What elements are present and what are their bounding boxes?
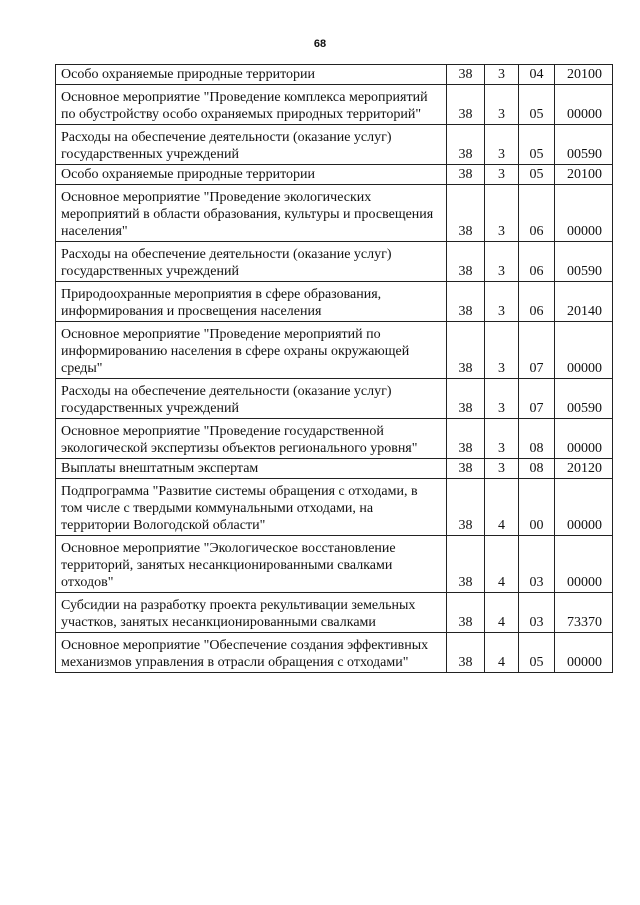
row-name: Основное мероприятие "Проведение государственной экологической экспертизы объектов регионального уровня" (56, 419, 447, 459)
row-name: Расходы на обеспечение деятельности (оказание услуг) государственных учреждений (56, 379, 447, 419)
table-row (56, 85, 613, 125)
program-code: 3 (485, 322, 519, 379)
target-code: 20120 (555, 459, 613, 479)
target-code: 20100 (555, 65, 613, 85)
target-code: 73370 (555, 593, 613, 633)
ministry-code: 38 (447, 536, 485, 593)
table-row (56, 242, 613, 282)
ministry-code: 38 (447, 479, 485, 536)
subprogram-code: 05 (519, 125, 555, 165)
target-code: 20100 (555, 165, 613, 185)
program-code: 3 (485, 459, 519, 479)
subprogram-code: 06 (519, 185, 555, 242)
row-name: Основное мероприятие "Проведение экологических мероприятий в области образования, культуры и просвещения населения" (56, 185, 447, 242)
table-row (56, 479, 613, 536)
row-name: Особо охраняемые природные территории (56, 165, 447, 185)
table-row (56, 65, 613, 85)
program-code: 3 (485, 185, 519, 242)
target-code: 00000 (555, 185, 613, 242)
program-code: 3 (485, 379, 519, 419)
table-row (56, 633, 613, 673)
ministry-code: 38 (447, 633, 485, 673)
target-code: 00000 (555, 479, 613, 536)
row-name: Природоохранные мероприятия в сфере образования, информирования и просвещения населения (56, 282, 447, 322)
subprogram-code: 08 (519, 459, 555, 479)
ministry-code: 38 (447, 419, 485, 459)
row-name: Расходы на обеспечение деятельности (оказание услуг) государственных учреждений (56, 125, 447, 165)
row-name: Особо охраняемые природные территории (56, 65, 447, 85)
subprogram-code: 04 (519, 65, 555, 85)
program-code: 4 (485, 633, 519, 673)
budget-classification-table (55, 64, 613, 673)
program-code: 3 (485, 419, 519, 459)
table-row (56, 419, 613, 459)
target-code: 00000 (555, 85, 613, 125)
program-code: 3 (485, 165, 519, 185)
table-row (56, 282, 613, 322)
target-code: 00590 (555, 379, 613, 419)
program-code: 3 (485, 125, 519, 165)
program-code: 4 (485, 536, 519, 593)
table-row (56, 459, 613, 479)
row-name: Расходы на обеспечение деятельности (оказание услуг) государственных учреждений (56, 242, 447, 282)
row-name: Подпрограмма "Развитие системы обращения с отходами, в том числе с твердыми коммунальными отходами, на территории Вологодской области" (56, 479, 447, 536)
subprogram-code: 07 (519, 379, 555, 419)
subprogram-code: 05 (519, 633, 555, 673)
program-code: 3 (485, 242, 519, 282)
program-code: 4 (485, 479, 519, 536)
target-code: 00590 (555, 242, 613, 282)
ministry-code: 38 (447, 65, 485, 85)
row-name: Основное мероприятие "Проведение комплекса мероприятий по обустройству особо охраняемых природных территорий" (56, 85, 447, 125)
ministry-code: 38 (447, 282, 485, 322)
subprogram-code: 03 (519, 593, 555, 633)
target-code: 00000 (555, 633, 613, 673)
page-number: 68 (313, 38, 327, 50)
ministry-code: 38 (447, 593, 485, 633)
table-row (56, 536, 613, 593)
program-code: 3 (485, 282, 519, 322)
subprogram-code: 07 (519, 322, 555, 379)
subprogram-code: 08 (519, 419, 555, 459)
program-code: 3 (485, 65, 519, 85)
ministry-code: 38 (447, 459, 485, 479)
table-row (56, 322, 613, 379)
subprogram-code: 06 (519, 282, 555, 322)
target-code: 00000 (555, 322, 613, 379)
ministry-code: 38 (447, 165, 485, 185)
target-code: 00000 (555, 419, 613, 459)
program-code: 4 (485, 593, 519, 633)
table-row (56, 379, 613, 419)
target-code: 00590 (555, 125, 613, 165)
row-name: Основное мероприятие "Обеспечение создания эффективных механизмов управления в отрасли обращения с отходами" (56, 633, 447, 673)
row-name: Выплаты внештатным экспертам (56, 459, 447, 479)
table-row (56, 185, 613, 242)
program-code: 3 (485, 85, 519, 125)
ministry-code: 38 (447, 85, 485, 125)
subprogram-code: 00 (519, 479, 555, 536)
row-name: Основное мероприятие "Экологическое восстановление территорий, занятых несанкционированными свалками отходов" (56, 536, 447, 593)
table-row (56, 165, 613, 185)
table-row (56, 125, 613, 165)
subprogram-code: 05 (519, 165, 555, 185)
ministry-code: 38 (447, 242, 485, 282)
subprogram-code: 06 (519, 242, 555, 282)
target-code: 00000 (555, 536, 613, 593)
ministry-code: 38 (447, 125, 485, 165)
subprogram-code: 03 (519, 536, 555, 593)
ministry-code: 38 (447, 185, 485, 242)
ministry-code: 38 (447, 322, 485, 379)
row-name: Субсидии на разработку проекта рекультивации земельных участков, занятых несанкционированными свалками (56, 593, 447, 633)
table-row (56, 593, 613, 633)
row-name: Основное мероприятие "Проведение мероприятий по информированию населения в сфере охраны окружающей среды" (56, 322, 447, 379)
target-code: 20140 (555, 282, 613, 322)
subprogram-code: 05 (519, 85, 555, 125)
ministry-code: 38 (447, 379, 485, 419)
